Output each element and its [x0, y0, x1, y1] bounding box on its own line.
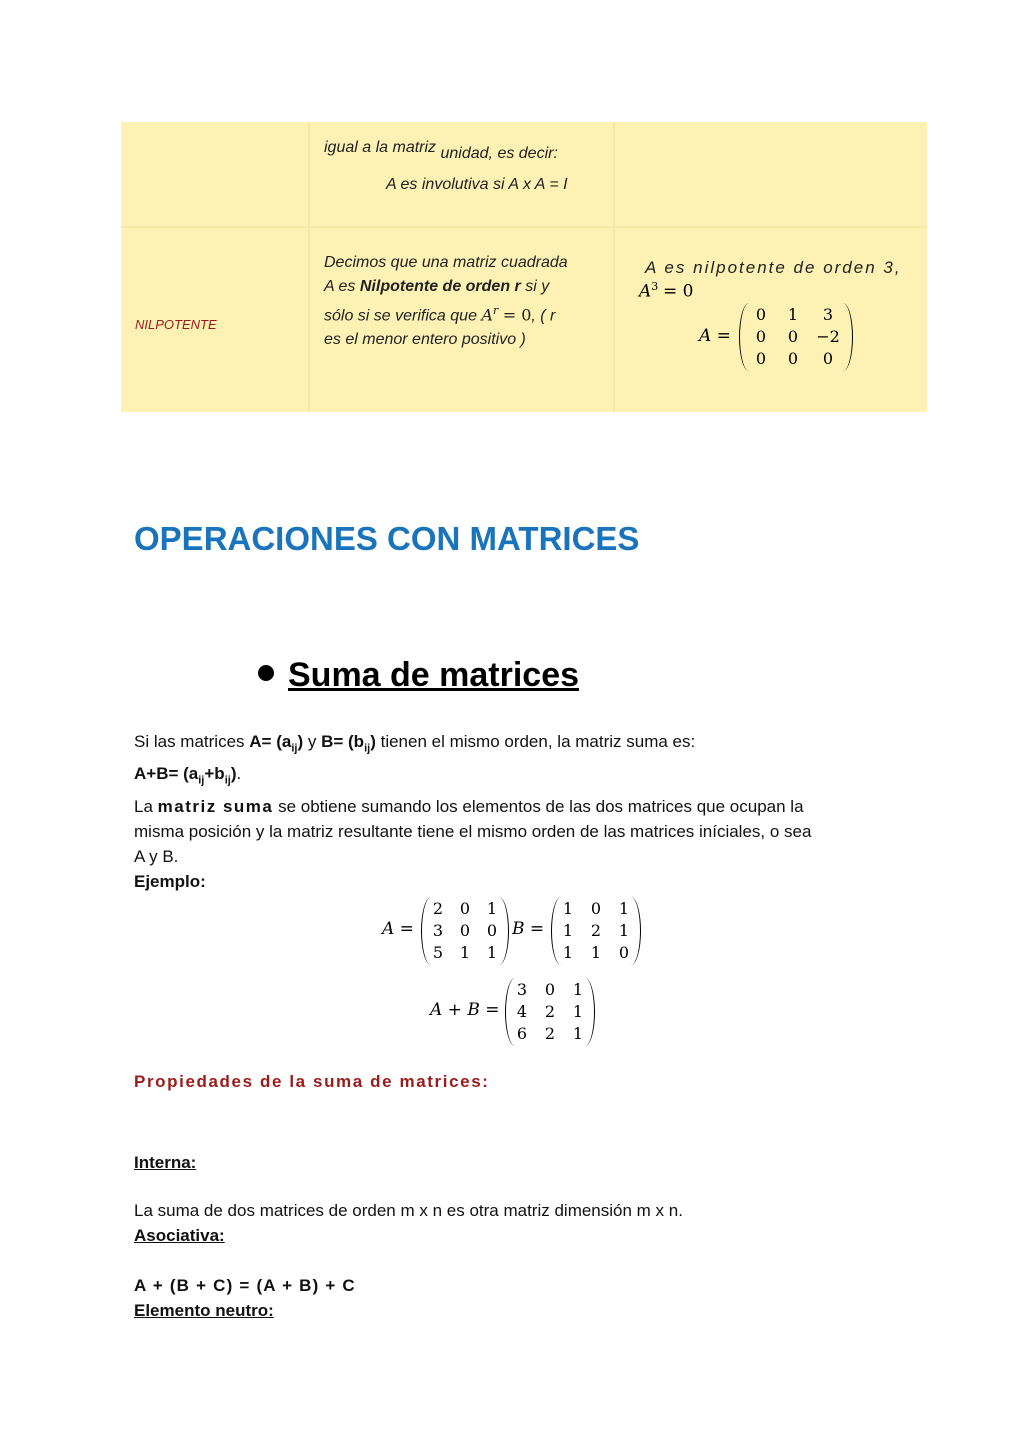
- matrix-cell: 2: [544, 1002, 556, 1021]
- text-fragment: , ( r: [531, 307, 556, 325]
- involutiva-description-line1: [324, 136, 558, 160]
- matrix-cell: 0: [787, 327, 799, 346]
- text-fragment: se obtiene sumando los elementos de las dos matrices que ocupan la: [278, 796, 804, 816]
- text-fragment: y: [307, 732, 317, 751]
- table-divider: [308, 122, 310, 412]
- text-line: [134, 794, 914, 819]
- nilpotente-matrix-label: A =: [699, 326, 731, 346]
- matrix-cell: 1: [590, 943, 602, 962]
- matrix-cell: 0: [618, 943, 630, 962]
- text-fragment: si y: [525, 278, 550, 295]
- matrix-grid: [551, 897, 641, 965]
- text-fragment: tienen el mismo orden, la matriz suma es:: [380, 732, 696, 751]
- involutiva-description-line2: A es involutiva si A x A = I: [386, 176, 568, 193]
- text-line: $A+B= (a_{ij}+b_{ij})$.: [134, 764, 242, 787]
- text-fragment: A es: [324, 278, 356, 295]
- text-fragment: unidad, es decir:: [440, 145, 558, 162]
- text-fragment: matriz suma: [157, 796, 274, 816]
- nilpotente-example-line1: A es nilpotente de orden 3,: [645, 258, 902, 277]
- matrix-grid: [421, 897, 509, 965]
- sum-matrix-label: A + B =: [430, 1000, 500, 1020]
- matrix-a: [421, 897, 509, 965]
- matrix-cell: 0: [755, 349, 767, 368]
- math-superscript: 3: [651, 280, 659, 293]
- text-line: es el menor entero positivo ): [324, 331, 526, 349]
- text-line: [134, 729, 914, 761]
- matrix-b-label: B =: [512, 919, 545, 939]
- matrix-cell: 6: [516, 1024, 528, 1043]
- matrix-b: [551, 897, 641, 965]
- sum-matrix: [505, 978, 595, 1046]
- matrix-cell: 4: [516, 1002, 528, 1021]
- table-divider: [121, 226, 927, 228]
- matrix-grid: [739, 303, 853, 371]
- matrix-cell: 0: [755, 327, 767, 346]
- matrix-cell: 1: [618, 899, 630, 918]
- sum-notation: $A+B= (a_{ij}+b_{ij})$: [134, 764, 237, 787]
- neutro-title: Elemento neutro:: [134, 1301, 274, 1320]
- properties-title: Propiedades de la suma de matrices:: [134, 1072, 490, 1091]
- nilpotente-example-line2: [639, 280, 693, 302]
- text-fragment: igual a la matriz: [324, 139, 437, 156]
- matrix-cell: 2: [590, 921, 602, 940]
- example-label: Ejemplo:: [134, 871, 206, 891]
- matrix-cell: 3: [432, 921, 444, 940]
- matrix-cell: 1: [572, 980, 584, 999]
- matrix-cell: 0: [459, 899, 471, 918]
- matrix-cell: 1: [562, 943, 574, 962]
- text-fragment: sólo si se verifica que: [324, 307, 477, 325]
- math-superscript: r: [492, 304, 499, 317]
- matrix-cell: 0: [544, 980, 556, 999]
- text-line: [324, 275, 614, 299]
- math-symbol: A: [481, 305, 493, 325]
- matrix-cell: 3: [516, 980, 528, 999]
- matrix-cell: 0: [787, 349, 799, 368]
- matrix-cell: 1: [486, 943, 498, 962]
- nilpotente-matrix: [739, 303, 853, 371]
- matrix-cell: 0: [822, 349, 834, 368]
- matrix-cell: 1: [459, 943, 471, 962]
- interna-title: Interna:: [134, 1153, 197, 1172]
- matrix-cell: 1: [572, 1002, 584, 1021]
- text-line: misma posición y la matriz resultante tiene el mismo orden de las matrices iníciales, o sea: [134, 821, 812, 841]
- matrix-cell: 1: [572, 1024, 584, 1043]
- matrix-cell: 0: [459, 921, 471, 940]
- text-line: A y B.: [134, 846, 179, 866]
- matrix-cell: 1: [618, 921, 630, 940]
- matrix-cell: −2: [816, 327, 840, 346]
- matrix-cell: 1: [562, 921, 574, 940]
- subsection-heading: [258, 656, 579, 695]
- nilpotente-label: NILPOTENTE: [135, 317, 217, 332]
- matrix-cell: 0: [486, 921, 498, 940]
- matrix-cell: 0: [755, 305, 767, 324]
- matrix-cell: 2: [544, 1024, 556, 1043]
- math-symbol: = 0: [502, 305, 532, 325]
- matrix-cell: 3: [822, 305, 834, 324]
- intro-paragraph: [134, 729, 914, 894]
- matrix-cell: 0: [590, 899, 602, 918]
- text-line: Decimos que una matriz cuadrada: [324, 254, 568, 271]
- matrix-cell: 1: [486, 899, 498, 918]
- interna-text: La suma de dos matrices de orden m x n es otra matriz dimensión m x n.: [134, 1201, 683, 1220]
- bullet-icon: [258, 665, 274, 681]
- text-fragment: La: [134, 796, 153, 816]
- matrix-b-notation: $B= (b_{ij})$: [321, 732, 376, 755]
- matrix-cell: 5: [432, 943, 444, 962]
- section-title: OPERACIONES CON MATRICES: [134, 520, 640, 557]
- text-line: [324, 299, 614, 328]
- matrix-cell: 1: [787, 305, 799, 324]
- text-fragment: Si las matrices: [134, 732, 245, 751]
- matrix-a-label: A =: [382, 919, 414, 939]
- asociativa-formula: A + (B + C) = (A + B) + C: [134, 1276, 356, 1295]
- matrix-grid: [505, 978, 595, 1046]
- math-symbol: A: [639, 281, 652, 302]
- text-fragment: Nilpotente de orden r: [359, 278, 521, 295]
- subsection-title: Suma de matrices: [288, 656, 580, 694]
- nilpotente-description: [324, 251, 614, 352]
- matrix-cell: 1: [562, 899, 574, 918]
- asociativa-title: Asociativa:: [134, 1226, 225, 1245]
- matrix-a-notation: $A= (a_{ij})$: [249, 732, 304, 755]
- matrix-types-table: [121, 122, 927, 412]
- matrix-cell: 2: [432, 899, 444, 918]
- math-symbol: = 0: [663, 281, 694, 302]
